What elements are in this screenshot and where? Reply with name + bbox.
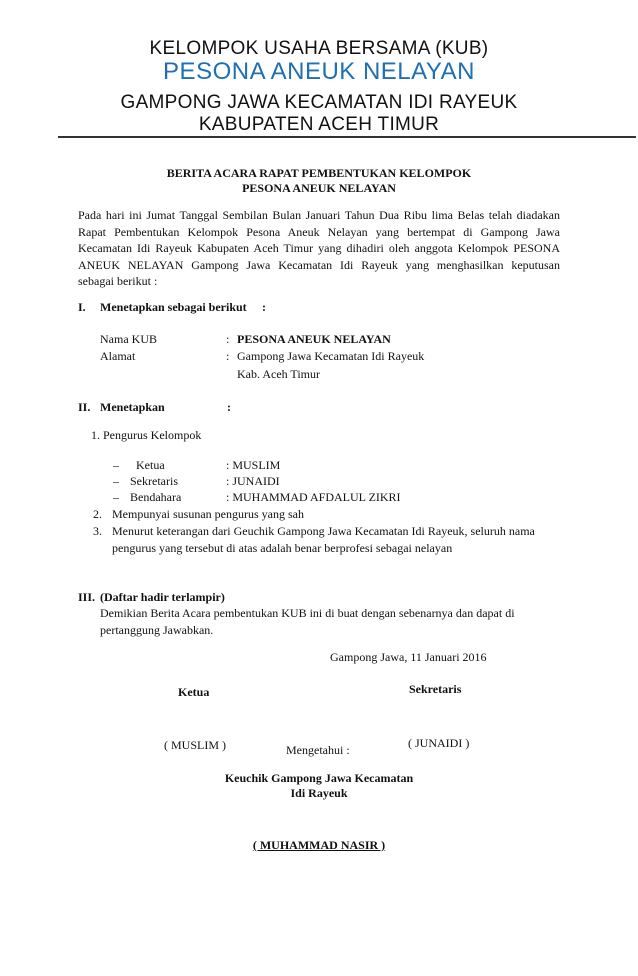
officer-dash: – xyxy=(113,458,119,472)
letterhead-village: GAMPONG JAWA KECAMATAN IDI RAYEUK xyxy=(120,92,518,113)
kub-name-label: Nama KUB xyxy=(100,332,157,346)
document-title-line1: BERITA ACARA RAPAT PEMBENTUKAN KELOMPOK xyxy=(166,166,472,180)
officer-role-treasurer: Bendahara xyxy=(130,490,182,504)
section1-numeral: I. xyxy=(78,300,86,314)
section2-colon: : xyxy=(227,400,231,414)
item2-number: 2. xyxy=(93,507,102,521)
signature-name-secretary: ( JUNAIDI ) xyxy=(408,736,470,750)
letterhead-divider xyxy=(58,136,636,138)
item3-number: 3. xyxy=(93,524,102,538)
officer-value-secretary: : JUNAIDI xyxy=(226,474,280,488)
closing-line1: Demikian Berita Acara pembentukan KUB ini di buat dengan sebenarnya dan dapat di xyxy=(100,606,515,620)
address-value-line2: Kab. Aceh Timur xyxy=(237,367,321,381)
document-title-line2: PESONA ANEUK NELAYAN xyxy=(242,181,396,195)
section2-numeral: II. xyxy=(78,400,91,414)
officer-value-chair: : MUSLIM xyxy=(226,458,281,472)
section1-colon: : xyxy=(262,300,266,314)
kub-name-sep: : xyxy=(226,332,230,346)
intro-line: ANEUK NELAYAN Gampong Jawa Kecamatan Idi Rayeuk yang menghasilkan keputusan xyxy=(78,257,560,272)
intro-line: Rapat Pembentukan Kelompok Pesona Aneuk Nelayan yang bertempat di Gampong Jawa xyxy=(78,224,560,239)
section1-heading: Menetapkan sebagai berikut xyxy=(100,300,247,314)
section2-heading: Menetapkan xyxy=(100,400,165,414)
intro-line: Pada hari ini Jumat Tanggal Sembilan Bulan Januari Tahun Dua Ribu lima Belas telah diadakan xyxy=(78,208,560,222)
closing-line2: pertanggung Jawabkan. xyxy=(100,623,214,637)
section3-numeral: III. xyxy=(78,590,96,604)
intro-line: sebagai berikut : xyxy=(78,274,158,289)
officer-dash: – xyxy=(113,490,119,504)
address-label: Alamat xyxy=(100,349,136,363)
item2-text: Mempunyai susunan pengurus yang sah xyxy=(112,507,304,521)
village-head-name: ( MUHAMMAD NASIR ) xyxy=(252,838,386,852)
intro-line: Kecamatan Idi Rayeuk Kabupaten Aceh Timur yang dihadiri oleh anggota Kelompok PESONA xyxy=(78,241,560,256)
address-value: Gampong Jawa Kecamatan Idi Rayeuk xyxy=(237,349,425,363)
signature-role-secretary: Sekretaris xyxy=(409,682,462,696)
officer-value-treasurer: : MUHAMMAD AFDALUL ZIKRI xyxy=(226,490,401,504)
village-head-title-line1: Keuchik Gampong Jawa Kecamatan xyxy=(224,771,414,785)
letterhead-regency: KABUPATEN ACEH TIMUR xyxy=(198,114,440,135)
letterhead-org-type: KELOMPOK USAHA BERSAMA (KUB) xyxy=(149,38,489,59)
item3-text-line1: Menurut keterangan dari Geuchik Gampong Jawa Kecamatan Idi Rayeuk, seluruh nama xyxy=(112,524,535,538)
officer-role-chair: Ketua xyxy=(136,458,165,472)
section3-heading: (Daftar hadir terlampir) xyxy=(100,590,225,604)
village-head-title-line2: Idi Rayeuk xyxy=(290,786,348,800)
signature-name-chair: ( MUSLIM ) xyxy=(164,738,226,752)
place-date: Gampong Jawa, 11 Januari 2016 xyxy=(330,650,487,664)
kub-name-value: PESONA ANEUK NELAYAN xyxy=(237,332,391,346)
officer-role-secretary: Sekretaris xyxy=(130,474,178,488)
acknowledged-label: Mengetahui : xyxy=(286,743,350,757)
officer-dash: – xyxy=(113,474,119,488)
committee-subheading: 1. Pengurus Kelompok xyxy=(91,428,202,442)
signature-role-chair: Ketua xyxy=(178,685,210,699)
item3-text-line2: pengurus yang tersebut di atas adalah benar berprofesi sebagai nelayan xyxy=(112,541,453,555)
letterhead-org-name: PESONA ANEUK NELAYAN xyxy=(163,58,475,85)
address-sep: : xyxy=(226,349,230,363)
intro-paragraph xyxy=(78,207,560,290)
